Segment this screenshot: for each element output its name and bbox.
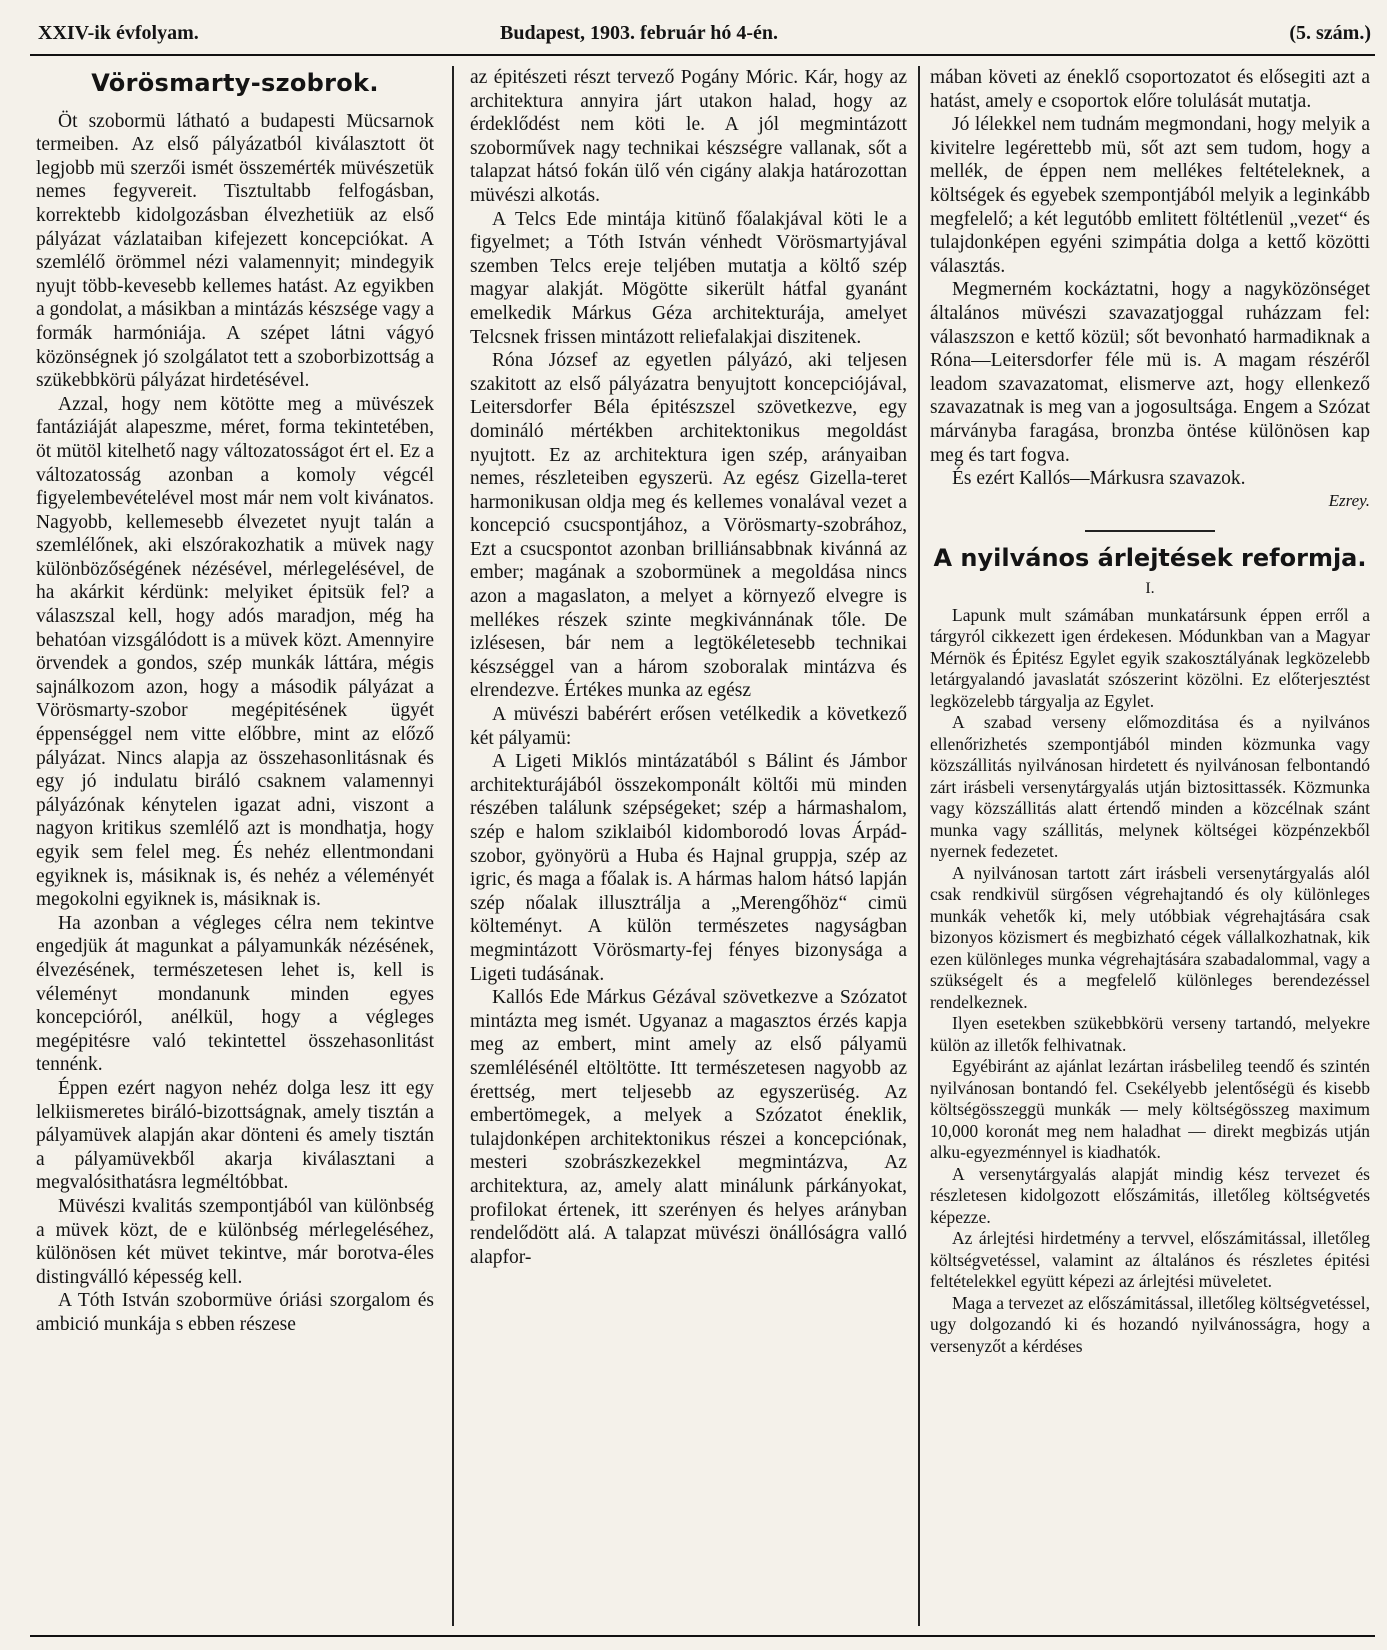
column-1 — [36, 66, 434, 1626]
author-signature: Ezrey. — [1328, 490, 1370, 510]
paragraph: Jó lélekkel nem tudnám megmondani, hogy melyik a kivitelre legérettebb mü, sőt azt sem tudom, hogy a mellék, de éppen nem mellékes feltételeknek, a költségek és egyebek szempontjából melyik a leginkább megfelelő; a két legutóbb emlitett föltétlenül „vezet“ és tulajdonképen egyéni szimpátia dolga a kettő közötti választás. — [930, 114, 1370, 277]
article-title-2: A nyilvános árlejtések reformja. — [933, 544, 1367, 573]
paragraph: Kallós Ede Márkus Gézával szövetkezve a Szózatot mintázta meg ismét. Ugyanaz a magasztos érzés kapja meg az embert, mint amely az első pályamü szemlélésénél eltöltötte. Itt természetesen nagyobb az érettség, mert teljesebb az egyszerüség. Az embertömegek, a melyek a Szózatot éneklik, tulajdonképen architektonikus részei a koncepciónak, mesteri szobrászkezekkel megmintázva, Az architektura, az, amely alatt minálunk párkányokat, profilokat értenek, itt szerényen és helyes arányban rendelődött alá. A talapzat müvészi önállóságra valló alapfor- — [470, 987, 907, 1268]
paragraph: Ilyen esetekben szükebbkörü verseny tartandó, melyekre külön az illetők felhivatnak. — [930, 1013, 1370, 1055]
paragraph: Maga a tervezet az előszámitással, illetőleg költségvetéssel, ugy dolgozandó ki és hozandó nyilvánosságra, hogy a versenyzőt a kérdéses — [930, 1292, 1370, 1356]
paragraph: A Ligeti Miklós mintázatából s Bálint és Jámbor architekturájából összekomponált költői mü minden részében találunk szépségeket; szép a hármashalom, szép e halom sziklaiból kidomborodó lovas Árpád-szobor, gyönyörü a Huba és Hajnal gruppja, szép az igric, és maga a főalak is. A hármas halom hátsó lapján szép nőalak illusztrálja a „Merengőhöz“ cimü költeményt. A külön természetes nagyságban megmintázott Vörösmarty-fej fényes bizonysága a Ligeti tudásának. — [470, 751, 907, 985]
issue-number: (5. szám.) — [1289, 22, 1371, 44]
column-rule — [918, 66, 920, 1626]
paragraph: Megmerném kockáztatni, hogy a nagyközönséget általános müvészi szavazatjoggal ruházzam fel: válaszszon e kettő közül; sőt bevonható harmadiknak a Róna—Leitersdorfer féle mü is. A magam részéről leadom szavazatomat, elismerve azt, hogy ellenkező szavazatnak is meg van a jogosultsága. Engem a Szózat márványba faragása, bronzba öntése különösen kap meg és tart fogva. — [930, 279, 1370, 466]
paragraph: A versenytárgyalás alapját mindig kész tervezet és részletesen kidolgozott előszámitás, illetőleg költségvetés képezze. — [930, 1163, 1370, 1227]
paragraph: Az árlejtési hirdetmény a tervvel, előszámitással, illetőleg költségvetéssel, valamint az általános és részletes épitési feltételekkel együtt képezi az árlejtési müveletet. — [930, 1228, 1370, 1292]
paragraph: Müvészi kvalitás szempontjából van különbség a müvek közt, de e különbség mérlegeléséhez, különösen két müvet tekintve, már borotva-éles distingválló képesség kell. — [36, 1195, 434, 1288]
part-number: I. — [1145, 580, 1155, 598]
paragraph: Éppen ezért nagyon nehéz dolga lesz itt egy lelkiismeretes biráló-bizottságnak, amely tisztán a pályamüvek alapján akar dönteni és amely tisztán a pályamüvekből akarja kiválasztani a megvalósithatásra legméltóbbat. — [36, 1077, 434, 1194]
paragraph: Egyébiránt az ajánlat lezártan irásbelileg teendő és szintén nyilvánosan bontandó fel. Csekélyebb jelentőségü és kisebb költségösszeggü munkák — mely költségösszeg maximum 10,000 koronát meg nem haladhat — direkt megbizás utján alku-egyezménnyel is kiadhatók. — [930, 1056, 1370, 1163]
volume-label: XXIV-ik évfolyam. — [38, 22, 199, 44]
article-2-body — [930, 605, 1370, 1358]
paragraph: Öt szobormü látható a budapesti Mücsarnok termeiben. Az első pályázatból kiválasztott öt legjobb mü szerzői ismét összemérték müvészetük nemes fegyvereit. Tisztultabb felfogásban, korrektebb kidolgozásban élvezhetiük az első pályázat vázlataiban kifejezett koncepciókat. A szemlélő örömmel nézi valamennyit; mindegyik nyujt több-kevesebb kellemes hatást. Az egyikben a gondolat, a másikban a mintázás készsége vagy a formák harmóniája. A szépet látni vágyó közönségnek jó szolgálatot tett a szoborbizottság a szükebbkörü pályázat hirdetésével. — [36, 110, 434, 392]
paragraph: A nyilvánosan tartott zárt irásbeli versenytárgyalás alól csak rendkivül sürgősen végrehajtandó és oly különleges munkák vehetők ki, mely utóbbiak végrehajtására csak bizonyos közismert és megbizható cégek vállalkozhatnak, kik ezen különleges munka végrehajtására szabadalommal, vagy a szükségelt és a megfelelő különleges berendezéssel rendelkeznek. — [930, 862, 1370, 1012]
masthead — [30, 14, 1375, 56]
paragraph: mában követi az éneklő csoportozatot és elősegiti azt a hatást, amely e csoportok előre tolulását mutatja. — [930, 67, 1370, 112]
article-title: Vörösmarty-szobrok. — [91, 69, 379, 97]
column-2 — [470, 66, 907, 1626]
paragraph: A müvészi babérért erősen vetélkedik a következő két pályamü: — [470, 704, 907, 749]
paragraph: A Tóth István szobormüve óriási szorgalom és ambició munkája s ebben részese — [36, 1290, 434, 1335]
paragraph: A Telcs Ede mintája kitünő főalakjával köti le a figyelmet; a Tóth István vénhedt Vörösmartyjával szemben Telcs ereje teljében mutatja a költő szép magyar alakját. Mögötte sikerült hátfal gyanánt emelkedik Márkus Géza architekturája, amelyet Telcsnek frissen mintázott reliefalakjai diszitenek. — [470, 208, 907, 348]
column-3 — [930, 66, 1370, 1626]
paragraph: És ezért Kallós—Márkusra szavazok. — [952, 468, 1246, 490]
bottom-rule — [30, 1635, 1375, 1637]
column-rule — [452, 66, 454, 1626]
paragraph: A szabad verseny előmozditása és a nyilvános ellenőrizhetés szempontjából minden közmunka vagy közszállitás nyilvánosan hirdetett és nyilvánosan felbontandó zárt irásbeli versenytárgyalás utján biztosittassék. Közmunka vagy közszállitás alatt értendő minden a közcélnak szánt munka vagy szállitás, melynek költségei közpénzekből nyernek fedezetet. — [930, 712, 1370, 862]
place-date: Budapest, 1903. február hó 4-én. — [500, 22, 778, 44]
paragraph: Ha azonban a végleges célra nem tekintve engedjük át magunkat a pályamunkák nézésének, élvezésének, természetesen lehet is, kell is véleményt mondanunk minden egyes koncepcióról, anélkül, hogy a végleges megépitésre való tekintettel összehasonlitást tennénk. — [36, 912, 434, 1076]
paragraph: Lapunk mult számában munkatársunk éppen erről a tárgyról cikkezett igen érdekesen. Módunkban van a Magyar Mérnök és Épitész Egylet egyik szakosztályának legközelebb letárgyalandó javaslatát szószerint közölni. Ez előterjesztést legközelebb tárgyalja az Egylet. — [930, 604, 1370, 711]
paragraph: Azzal, hogy nem kötötte meg a müvészek fantáziáját alapeszme, méret, forma tekintetében, öt mütöl kitelhető nagy változatosságot ért el. Ez a változatosság azonban a komoly végcél figyelembevételével most már nem volt kivánatos. Nagyobb, kellemesebb élvezetet nyujt talán a szemlélőnek, aki elszórakozhatik a müvek nagy különbözőségének nézésével, mérlegelésével, de ha akárkit kérdünk: melyiket épitsük fel? a válaszszal kell, hogy adós maradjon, még ha behatóan vizsgálódott is a müvek közt. Amennyire örvendek a gondos, szép munkák láttára, mégis sajnálkozom azon, hogy a második pályázat a Vörösmarty-szobor megépitésének ügyét éppenséggel nem vitte előbbre, mint az előző pályázat. Nincs alapja az összehasonlitásnak és egy jó indulatu biráló csaknem valamennyi pályázónak kénytelen igazat adni, viszont a nagyon kritikus szemlélő azt is mondhatja, hogy egyik sem felel meg. És nehéz ellentmondani egyiknek is, másiknak is, és nehéz a véleményét megokolni egyiknek is, másiknak is. — [36, 393, 434, 911]
paragraph: az épitészeti részt tervező Pogány Móric. Kár, hogy az architektura annyira járt utakon halad, hogy az érdeklődést nem köti le. A jól megmintázott szoborművek nagy technikai készségre vallanak, sőt a talapzat hátsó fokán ülő vén cigány alakja határozottan müvészi alkotás. — [470, 67, 907, 206]
section-divider — [1085, 530, 1215, 532]
paragraph: Róna József az egyetlen pályázó, aki teljesen szakitott az első pályázatra benyujtott koncepciójával, Leitersdorfer Béla épitészszel szövetkezve, egy domináló mértékben architektonikus megoldást nyujtott. Ez az architektura igen szép, arányaiban nemes, részleteiben egyszerü. Az egész Gizella-teret harmonikusan oldja meg és kellemes vonalával vezet a koncepció csucspontjához, a Vörösmarty-szobrához, Ezt a csucspontot azonban brilliánsabbnak kivánná az ember; magának a szobormünek a megoldása nincs azon a magaslaton, a melyet a környező elvegre is mellékes részek szinte megkivánnának tőle. De izlésesen, bár nem a legtökéletesebb technikai készséggel van a három szoboralak mintázva és elrendezve. Értékes munka az egész — [470, 350, 907, 702]
